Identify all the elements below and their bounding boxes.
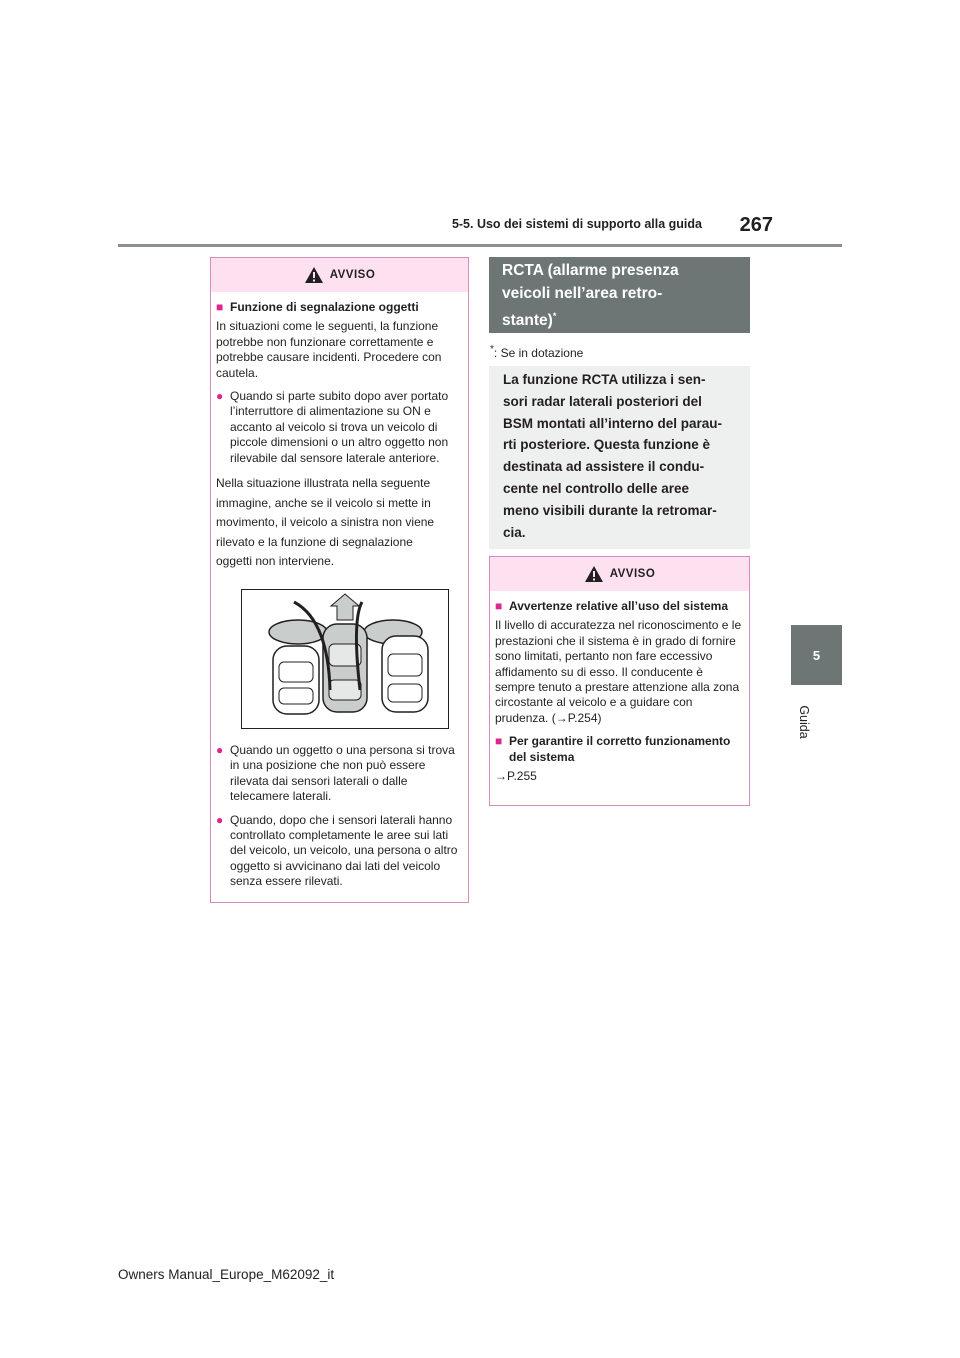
rcta-title-line: stante)* xyxy=(502,311,557,330)
warning-item-heading: ■ Avvertenze relative all’uso del sistema xyxy=(495,599,728,613)
warning-triangle-icon xyxy=(304,266,324,284)
circle-bullet-icon: ● xyxy=(216,812,224,827)
circle-bullet-icon: ● xyxy=(216,389,224,404)
footnote: *: Se in dotazione xyxy=(490,344,584,360)
intro-line: sori radar laterali posteriori del xyxy=(503,393,702,409)
intro-line: rti posteriore. Questa funzione è xyxy=(503,437,711,453)
chapter-tab[interactable] xyxy=(791,625,842,685)
warning-bullet: ● Quando, dopo che i sensori laterali hanno controllato completamente le aree sui lati del veicolo, un veicolo, una persona o altro oggetto si avvicinano dai lati del veicolo senza essere rilevati. xyxy=(216,812,458,889)
warning-header xyxy=(211,258,468,292)
right-warning-box xyxy=(489,556,750,806)
intro-line: meno visibili durante la retromar- xyxy=(503,502,717,518)
rcta-title-line: veicoli nell’area retro- xyxy=(502,285,663,302)
left-warning-box xyxy=(210,257,469,903)
warning-para-line: rilevato e la funzione di segnalazione xyxy=(216,534,413,549)
warning-body: Il livello di accuratezza nel riconoscimento e le prestazioni che il sistema è in grado di fornire sono limitati, pertanto non fare eccessivo affidamento su di esso. Il conducente è sempre tenuto a prestare attenzione alla zona circostante al veicolo e a guidare con prudenza. (→P.254) xyxy=(495,618,742,725)
circle-bullet-icon: ● xyxy=(216,743,224,758)
square-bullet-icon: ■ xyxy=(495,734,503,749)
intro-line: cente nel controllo delle aree xyxy=(503,480,690,496)
warning-triangle-icon xyxy=(584,565,604,583)
warning-title: AVVISO xyxy=(329,269,376,281)
intro-line: destinata ad assistere il condu- xyxy=(503,459,705,475)
warning-intro: In situazioni come le seguenti, la funzione potrebbe non funzionare correttamente e potrebbe causare incidenti. Procedere con cautela. xyxy=(216,319,442,380)
parked-cars-illustration xyxy=(241,589,449,729)
intro-line: BSM montati all’interno del parau- xyxy=(503,415,723,431)
warning-item-heading: ■ Funzione di segnalazione oggetti xyxy=(216,300,419,314)
rcta-intro-box xyxy=(489,366,750,549)
illustration-svg xyxy=(242,590,448,728)
section-title: 5-5. Uso dei sistemi di supporto alla guida xyxy=(451,217,702,231)
intro-line: La funzione RCTA utilizza i sen- xyxy=(503,372,706,387)
intro-line: cia. xyxy=(503,524,526,540)
footer-text: Owners Manual_Europe_M62092_it xyxy=(118,1267,335,1282)
warning-bullet: ● Quando un oggetto o una persona si trova in una posizione che non può essere rilevata dai sensori laterali o dalle telecamere laterali. xyxy=(216,743,455,804)
warning-para-line: Nella situazione illustrata nella seguente xyxy=(216,476,431,491)
warning-para-line: movimento, il veicolo a sinistra non viene xyxy=(216,515,435,530)
warning-para-line: immagine, anche se il veicolo si mette in xyxy=(216,495,431,510)
page-number: 267 xyxy=(739,214,773,236)
rcta-title-box xyxy=(489,257,750,333)
square-bullet-icon: ■ xyxy=(495,599,503,613)
rcta-title-line: RCTA (allarme presenza xyxy=(502,262,679,279)
warning-bullet: ● Quando si parte subito dopo aver portato l’interruttore di alimentazione su ON e accanto al veicolo si trova un veicolo di piccole dimensioni o un altro oggetto non rilevabile dal sensore laterale anteriore. xyxy=(216,389,449,465)
warning-item-heading: ■ Per garantire il corretto funzionamento del sistema xyxy=(495,734,731,764)
warning-header xyxy=(490,557,749,591)
chapter-number: 5 xyxy=(812,647,821,663)
warning-title: AVVISO xyxy=(609,568,656,580)
page-reference-link[interactable]: →P.255 xyxy=(495,769,537,784)
warning-para-line: oggetti non interviene. xyxy=(216,554,335,569)
header-rule xyxy=(118,244,842,247)
chapter-label: Guida xyxy=(797,705,811,739)
square-bullet-icon: ■ xyxy=(216,300,224,314)
